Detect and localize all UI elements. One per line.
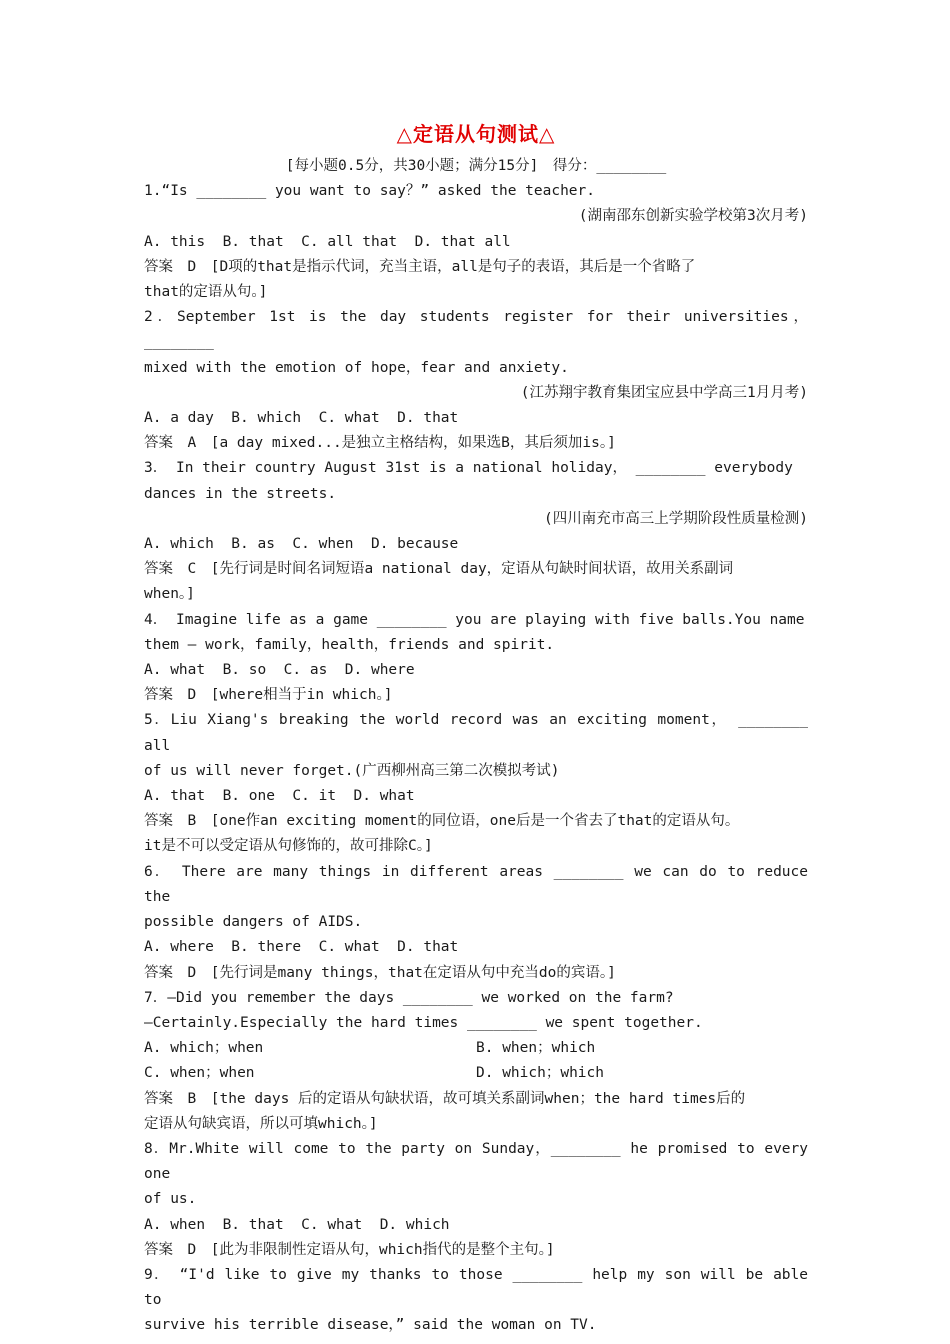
- answer-explanation: when。]: [144, 586, 195, 603]
- question-stem: possible dangers of AIDS.: [144, 914, 363, 931]
- answer-explanation: 答案 D [此为非限制性定语从句，which指代的是整个主句。]: [144, 1241, 555, 1258]
- answer-explanation: 答案 D [D项的that是指示代词，充当主语，all是句子的表语，其后是一个省略了: [144, 258, 696, 275]
- answer-explanation: that的定语从句。]: [144, 284, 268, 301]
- question-block: [144, 986, 808, 1137]
- question-stem: —Certainly.Especially the hard times ________ we spent together.: [144, 1014, 703, 1031]
- question-stem: 8．Mr.White will come to the party on Sunday，________ he promised to every one: [144, 1140, 817, 1183]
- question-options: A. a day B. which C. what D. that: [144, 410, 459, 427]
- option: B. when；which: [476, 1040, 596, 1057]
- answer-explanation: 答案 D [where相当于in which。]: [144, 687, 393, 704]
- score-info: [每小题0.5分，共30小题；满分15分] 得分：________: [285, 158, 667, 174]
- question-stem: 2．September 1st is the day students register for their universities，________: [144, 309, 808, 351]
- page-title: △定语从句测试△: [396, 122, 556, 146]
- question-stem: 6． There are many things in different areas ________ we can do to reduce the: [144, 863, 817, 905]
- question-stem: 4． Imagine life as a game ________ you are playing with five balls.You name: [144, 611, 805, 628]
- document-page: [144, 118, 817, 1339]
- question-source: (湖南邵东创新实验学校第3次月考): [578, 208, 808, 225]
- question-stem: 7．—Did you remember the days ________ we worked on the farm?: [144, 989, 674, 1006]
- option: D. which；which: [476, 1065, 604, 1082]
- question-block: [144, 305, 808, 456]
- question-options: A. this B. that C. all that D. that all: [144, 233, 511, 250]
- answer-explanation: 答案 B [the days 后的定语从句缺状语，故可填关系副词when；the hard times后的: [144, 1090, 746, 1107]
- question-stem: 1.“Is ________ you want to say？” asked the teacher.: [144, 183, 595, 200]
- option: C. when；when: [144, 1065, 255, 1082]
- question-block: [144, 860, 817, 986]
- question-block: [144, 608, 808, 709]
- question-options-row: [144, 1036, 808, 1061]
- question-block: [144, 456, 808, 607]
- answer-explanation: 定语从句缺宾语，所以可填which。]: [144, 1115, 378, 1132]
- answer-explanation: 答案 A [a day mixed...是独立主格结构，如果选B，其后须加is。]: [144, 435, 616, 452]
- question-stem: 9． “I'd like to give my thanks to those ________ help my son will be able to: [144, 1266, 817, 1309]
- question-options: A. when B. that C. what D. which: [144, 1216, 450, 1233]
- question-options-row: [144, 1061, 808, 1086]
- option: A. which；when: [144, 1040, 264, 1057]
- question-options: A. where B. there C. what D. that: [144, 939, 459, 956]
- question-stem: mixed with the emotion of hope，fear and anxiety.: [144, 359, 569, 376]
- question-block: [144, 1137, 817, 1263]
- question-stem: 3． In their country August 31st is a national holiday， ________ everybody: [144, 460, 793, 477]
- answer-explanation: 答案 C [先行词是时间名词短语a national day，定语从句缺时间状语，故用关系副词: [144, 561, 734, 578]
- question-stem: dances in the streets.: [144, 485, 337, 502]
- question-options: A. which B. as C. when D. because: [144, 536, 459, 553]
- question-block: [144, 1263, 817, 1339]
- question-source: (四川南充市高三上学期阶段性质量检测): [544, 510, 808, 527]
- question-options: A. that B. one C. it D. what: [144, 788, 415, 805]
- question-stem: of us will never forget.(广西柳州高三第二次模拟考试): [144, 762, 560, 779]
- question-stem: 5．Liu Xiang's breaking the world record was an exciting moment， ________ all: [144, 712, 817, 754]
- question-stem: them — work，family，health，friends and spirit.: [144, 636, 555, 653]
- question-source: (江苏翔宇教育集团宝应县中学高三1月月考): [520, 384, 808, 401]
- question-options: A. what B. so C. as D. where: [144, 662, 415, 679]
- answer-explanation: it是不可以受定语从句修饰的，故可排除C。]: [144, 838, 433, 855]
- question-block: [144, 708, 817, 859]
- question-list: [144, 179, 817, 1338]
- question-stem: of us.: [144, 1191, 197, 1208]
- answer-explanation: 答案 D [先行词是many things，that在定语从句中充当do的宾语。]: [144, 964, 616, 981]
- question-stem: survive his terrible disease，” said the woman on TV.: [144, 1317, 597, 1334]
- answer-explanation: 答案 B [one作an exciting moment的同位语，one后是一个省去了that的定语从句。: [144, 813, 740, 830]
- question-block: [144, 179, 808, 305]
